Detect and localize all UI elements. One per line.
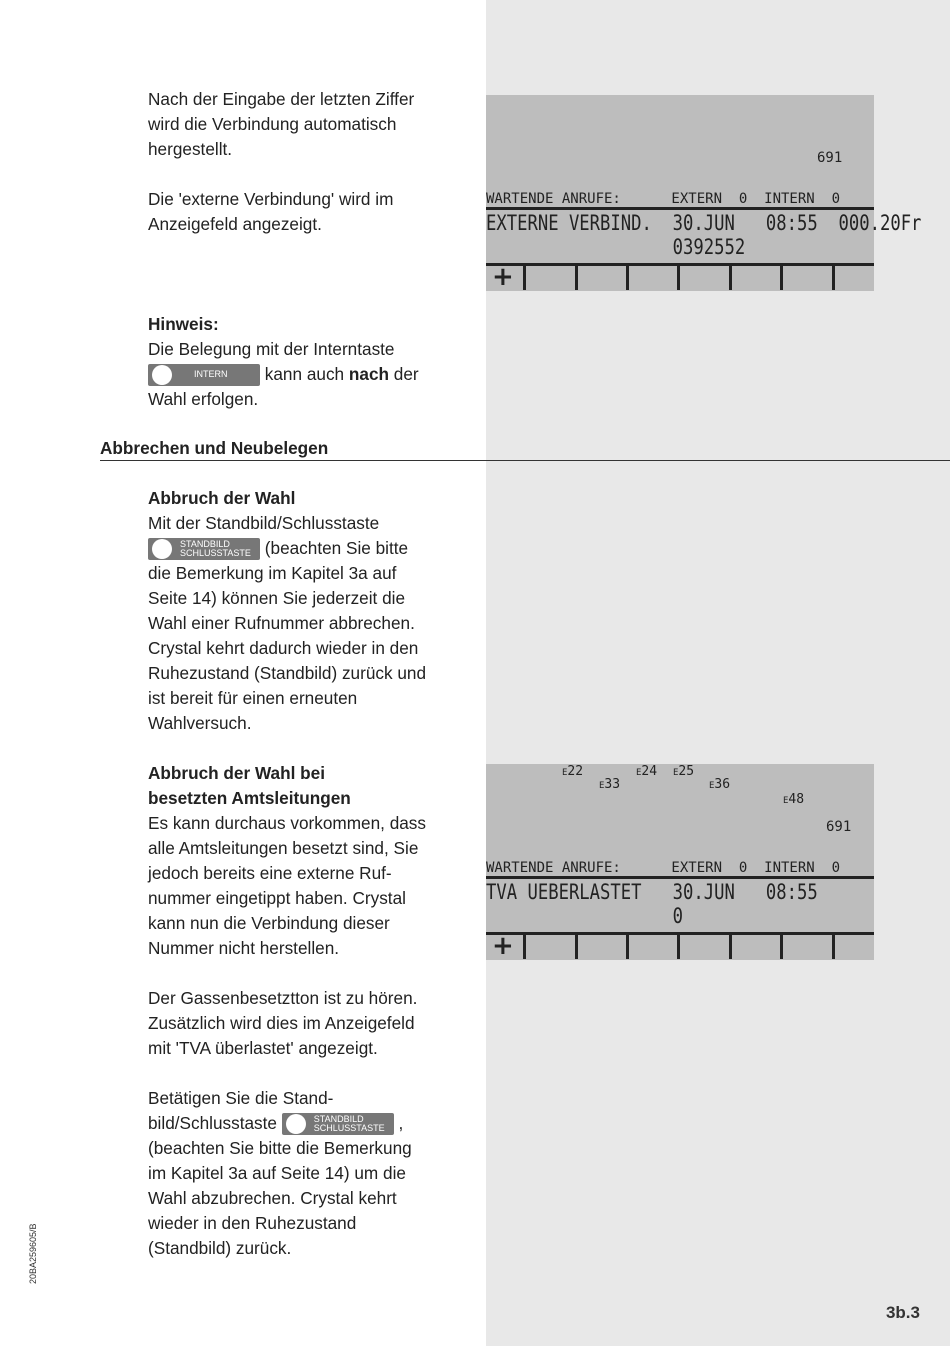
text-line: hergestellt. bbox=[148, 139, 233, 159]
text-line: Nummer nicht herstellen. bbox=[148, 938, 340, 958]
status-line: WARTENDE ANRUFE: EXTERN 0 INTERN 0 bbox=[486, 860, 841, 876]
line-indicator-e25: E25 bbox=[673, 764, 695, 779]
hint-block bbox=[148, 312, 458, 412]
text-line: Betätigen Sie die Stand- bbox=[148, 1088, 334, 1108]
text-line: Seite 14) können Sie jederzeit die bbox=[148, 588, 406, 608]
line-indicator-e33: E33 bbox=[599, 777, 621, 792]
text-line: Der Gassenbesetztton ist zu hören. bbox=[148, 988, 418, 1008]
status-line: WARTENDE ANRUFE: EXTERN 0 INTERN 0 bbox=[486, 191, 841, 207]
phone-display-2 bbox=[486, 764, 874, 960]
hint-heading: Hinweis: bbox=[148, 314, 219, 334]
section-divider bbox=[100, 460, 950, 461]
text-line: alle Amtsleitungen besetzt sind, Sie bbox=[148, 838, 419, 858]
text-line bbox=[148, 536, 458, 561]
intro-paragraph-1 bbox=[148, 87, 458, 162]
plus-icon: + bbox=[492, 931, 514, 961]
text-fragment: (beachten Sie bitte bbox=[264, 538, 409, 558]
text-line: mit 'TVA überlastet' angezeigt. bbox=[148, 1038, 378, 1058]
intern-key-icon: INTERN bbox=[148, 364, 260, 386]
abort-heading: Abbruch der Wahl bbox=[148, 488, 296, 508]
plus-icon: + bbox=[492, 262, 514, 292]
abort-block bbox=[148, 486, 458, 736]
text-line: (beachten Sie bitte die Bemerkung bbox=[148, 1138, 412, 1158]
text-line: Ruhezustand (Standbild) zurück und bbox=[148, 663, 427, 683]
extension-number: 691 bbox=[826, 819, 852, 835]
text-line: Anzeigefeld angezeigt. bbox=[148, 214, 322, 234]
display-line-1: EXTERNE VERBIND. 30.JUN 08:55 000.20Fr bbox=[486, 211, 922, 235]
intro-paragraph-2 bbox=[148, 187, 458, 237]
text-line: wird die Verbindung automatisch bbox=[148, 114, 397, 134]
text-line: Wahlversuch. bbox=[148, 713, 252, 733]
busy-block bbox=[148, 761, 458, 961]
text-line: kann nun die Verbindung dieser bbox=[148, 913, 390, 933]
busy-heading: Abbruch der Wahl bei bbox=[148, 763, 325, 783]
text-line: Nach der Eingabe der letzten Ziffer bbox=[148, 89, 415, 109]
text-line: ist bereit für einen erneuten bbox=[148, 688, 358, 708]
text-line: Wahl einer Rufnummer abbrechen. bbox=[148, 613, 415, 633]
display-line-2: 0392552 bbox=[486, 235, 746, 259]
display-divider bbox=[486, 876, 874, 879]
text-line: Zusätzlich wird dies im Anzeigefeld bbox=[148, 1013, 415, 1033]
display-line-1: TVA UEBERLASTET 30.JUN 08:55 bbox=[486, 880, 818, 904]
text-fragment: , bbox=[398, 1113, 404, 1133]
text-line: Mit der Standbild/Schlusstaste bbox=[148, 513, 380, 533]
standbild-key-icon: STANDBILD SCHLUSSTASTE bbox=[148, 538, 260, 560]
text-line: jedoch bereits eine externe Ruf- bbox=[148, 863, 392, 883]
standbild-key-icon: STANDBILD SCHLUSSTASTE bbox=[282, 1113, 394, 1135]
text-line: (Standbild) zurück. bbox=[148, 1238, 292, 1258]
text-line: Wahl abzubrechen. Crystal kehrt bbox=[148, 1188, 397, 1208]
extension-number: 691 bbox=[817, 150, 843, 166]
text-line: Die Belegung mit der Interntaste bbox=[148, 339, 395, 359]
text-line: Die 'externe Verbindung' wird im bbox=[148, 189, 394, 209]
busy-paragraph-3 bbox=[148, 1086, 458, 1261]
text-line: die Bemerkung im Kapitel 3a auf bbox=[148, 563, 397, 583]
text-line: Crystal kehrt dadurch wieder in den bbox=[148, 638, 419, 658]
text-line bbox=[148, 1111, 458, 1136]
line-indicator-e22: E22 bbox=[562, 764, 584, 779]
phone-display-1 bbox=[486, 95, 922, 292]
text-line: Wahl erfolgen. bbox=[148, 389, 259, 409]
softkey-bar bbox=[486, 262, 874, 292]
text-fragment: bild/Schlusstaste bbox=[148, 1113, 277, 1133]
busy-heading: besetzten Amtsleitungen bbox=[148, 788, 351, 808]
document-code: 20BA259605/B bbox=[28, 1223, 38, 1284]
text-line: im Kapitel 3a auf Seite 14) um die bbox=[148, 1163, 406, 1183]
busy-paragraph-2 bbox=[148, 986, 458, 1061]
text-bold: nach bbox=[348, 364, 390, 384]
text-line: wieder in den Ruhezustand bbox=[148, 1213, 357, 1233]
display-divider bbox=[486, 207, 874, 210]
text-fragment: der bbox=[393, 364, 419, 384]
text-line: Es kann durchaus vorkommen, dass bbox=[148, 813, 426, 833]
line-indicator-e36: E36 bbox=[709, 777, 731, 792]
text-fragment: kann auch bbox=[264, 364, 345, 384]
text-line: nummer eingetippt haben. Crystal bbox=[148, 888, 406, 908]
section-title: Abbrechen und Neubelegen bbox=[100, 438, 329, 458]
display-line-2: 0 bbox=[486, 904, 683, 928]
softkey-bar bbox=[486, 931, 874, 961]
page-number: 3b.3 bbox=[885, 1303, 920, 1322]
line-indicator-e24: E24 bbox=[636, 764, 658, 779]
line-indicator-e48: E48 bbox=[783, 792, 805, 807]
text-line bbox=[148, 362, 458, 387]
